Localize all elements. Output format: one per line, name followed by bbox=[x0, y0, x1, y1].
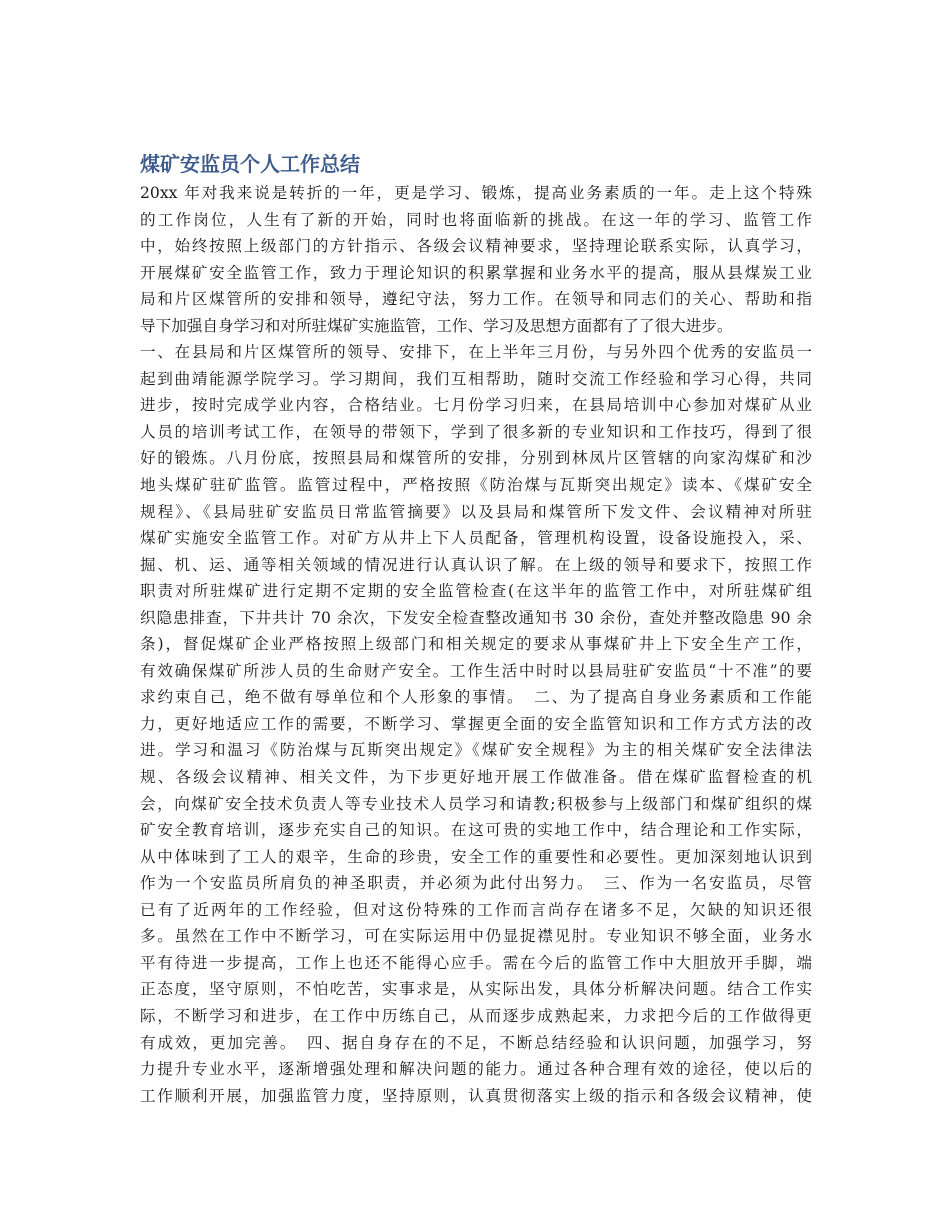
body-line: 人员的培训考试工作，在领导的带领下，学到了很多新的专业知识和工作技巧，得到了很 bbox=[140, 422, 812, 441]
body-line: 力提升专业水平，逐渐增强处理和解决问题的能力。通过各种合理有效的途径，使以后的 bbox=[140, 1060, 812, 1079]
body-line: 20xx 年对我来说是转折的一年，更是学习、锻炼，提高业务素质的一年。走上这个特殊 bbox=[140, 184, 812, 202]
document-title: 煤矿安监员个人工作总结 bbox=[140, 152, 360, 176]
body-line: 导下加强自身学习和对所驻煤矿实施监管，工作、学习及思想方面都有了了很大进步。 bbox=[140, 316, 733, 335]
body-line: 有成效，更加完善。 四、据自身存在的不足，不断总结经验和认识问题，加强学习，努 bbox=[140, 1033, 812, 1052]
body-line: 好的锻炼。八月份底，按照县局和煤管所的安排，分别到林凤片区管辖的向家沟煤矿和沙 bbox=[140, 449, 812, 468]
body-line: 多。虽然在工作中不断学习，可在实际运用中仍显捉襟见肘。专业知识不够全面，业务水 bbox=[140, 927, 812, 946]
body-line: 织隐患排查，下井共计 70 余次，下发安全检查整改通知书 30 余份，查处并整改隐患 90 余 bbox=[140, 608, 812, 627]
body-line: 已有了近两年的工作经验，但对这份特殊的工作而言尚存在诸多不足，欠缺的知识还很 bbox=[140, 900, 812, 919]
body-line: 开展煤矿安全监管工作，致力于理论知识的积累掌握和业务水平的提高，服从县煤炭工业 bbox=[140, 263, 812, 282]
body-line: 地头煤矿驻矿监管。监管过程中，严格按照《防治煤与瓦斯突出规定》读本、《煤矿安全 bbox=[140, 476, 812, 495]
body-line: 有效确保煤矿所涉人员的生命财产安全。工作生活中时时以县局驻矿安监员“十不准”的要 bbox=[140, 661, 812, 680]
body-line: 的工作岗位，人生有了新的开始，同时也将面临新的挑战。在这一年的学习、监管工作 bbox=[140, 210, 812, 229]
body-line: 条)，督促煤矿企业严格按照上级部门和相关规定的要求从事煤矿井上下安全生产工作， bbox=[140, 635, 812, 654]
document-body bbox=[140, 180, 812, 1109]
body-line: 矿安全教育培训，逐步充实自己的知识。在这可贵的实地工作中，结合理论和工作实际， bbox=[140, 821, 812, 840]
body-line: 作为一个安监员所肩负的神圣职责，并必须为此付出努力。 三、作为一名安监员，尽管 bbox=[140, 874, 812, 893]
body-line: 一、在县局和片区煤管所的领导、安排下，在上半年三月份，与另外四个优秀的安监员一 bbox=[140, 343, 812, 362]
body-line: 进。学习和温习《防治煤与瓦斯突出规定》《煤矿安全规程》为主的相关煤矿安全法律法 bbox=[140, 741, 812, 760]
body-line: 求约束自己，绝不做有辱单位和个人形象的事情。 二、为了提高自身业务素质和工作能 bbox=[140, 688, 812, 707]
body-line: 掘、机、运、通等相关领域的情况进行认真认识了解。在上级的领导和要求下，按照工作 bbox=[140, 555, 812, 574]
body-line: 煤矿实施安全监管工作。对矿方从井上下人员配备，管理机构设置，设备设施投入，采、 bbox=[140, 529, 812, 548]
body-line: 进步，按时完成学业内容，合格结业。七月份学习归来，在县局培训中心参加对煤矿从业 bbox=[140, 396, 812, 415]
body-line: 规、各级会议精神、相关文件，为下步更好地开展工作做准备。借在煤矿监督检查的机 bbox=[140, 768, 812, 787]
body-line: 从中体味到了工人的艰辛，生命的珍贵，安全工作的重要性和必要性。更加深刻地认识到 bbox=[140, 847, 812, 866]
body-line: 局和片区煤管所的安排和领导，遵纪守法，努力工作。在领导和同志们的关心、帮助和指 bbox=[140, 290, 812, 309]
body-line: 职责对所驻煤矿进行定期不定期的安全监管检查(在这半年的监管工作中，对所驻煤矿组 bbox=[140, 582, 812, 601]
body-line: 际，不断学习和进步，在工作中历练自己，从而逐步成熟起来，力求把今后的工作做得更 bbox=[140, 1006, 812, 1025]
body-line: 会，向煤矿安全技术负责人等专业技术人员学习和请教;积极参与上级部门和煤矿组织的煤 bbox=[140, 794, 812, 813]
body-line: 中，始终按照上级部门的方针指示、各级会议精神要求，坚持理论联系实际，认真学习， bbox=[140, 237, 812, 256]
body-line: 平有待进一步提高，工作上也还不能得心应手。需在今后的监管工作中大胆放开手脚，端 bbox=[140, 953, 812, 972]
body-line: 起到曲靖能源学院学习。学习期间，我们互相帮助，随时交流工作经验和学习心得，共同 bbox=[140, 369, 812, 388]
body-line: 工作顺利开展，加强监管力度，坚持原则，认真贯彻落实上级的指示和各级会议精神，使 bbox=[140, 1086, 812, 1105]
body-line: 正态度，坚守原则，不怕吃苦，实事求是，从实际出发，具体分析解决问题。结合工作实 bbox=[140, 980, 812, 999]
body-line: 规程》、《县局驻矿安监员日常监管摘要》以及县局和煤管所下发文件、会议精神对所驻 bbox=[140, 502, 812, 521]
body-line: 力，更好地适应工作的需要，不断学习、掌握更全面的安全监管知识和工作方式方法的改 bbox=[140, 714, 812, 733]
